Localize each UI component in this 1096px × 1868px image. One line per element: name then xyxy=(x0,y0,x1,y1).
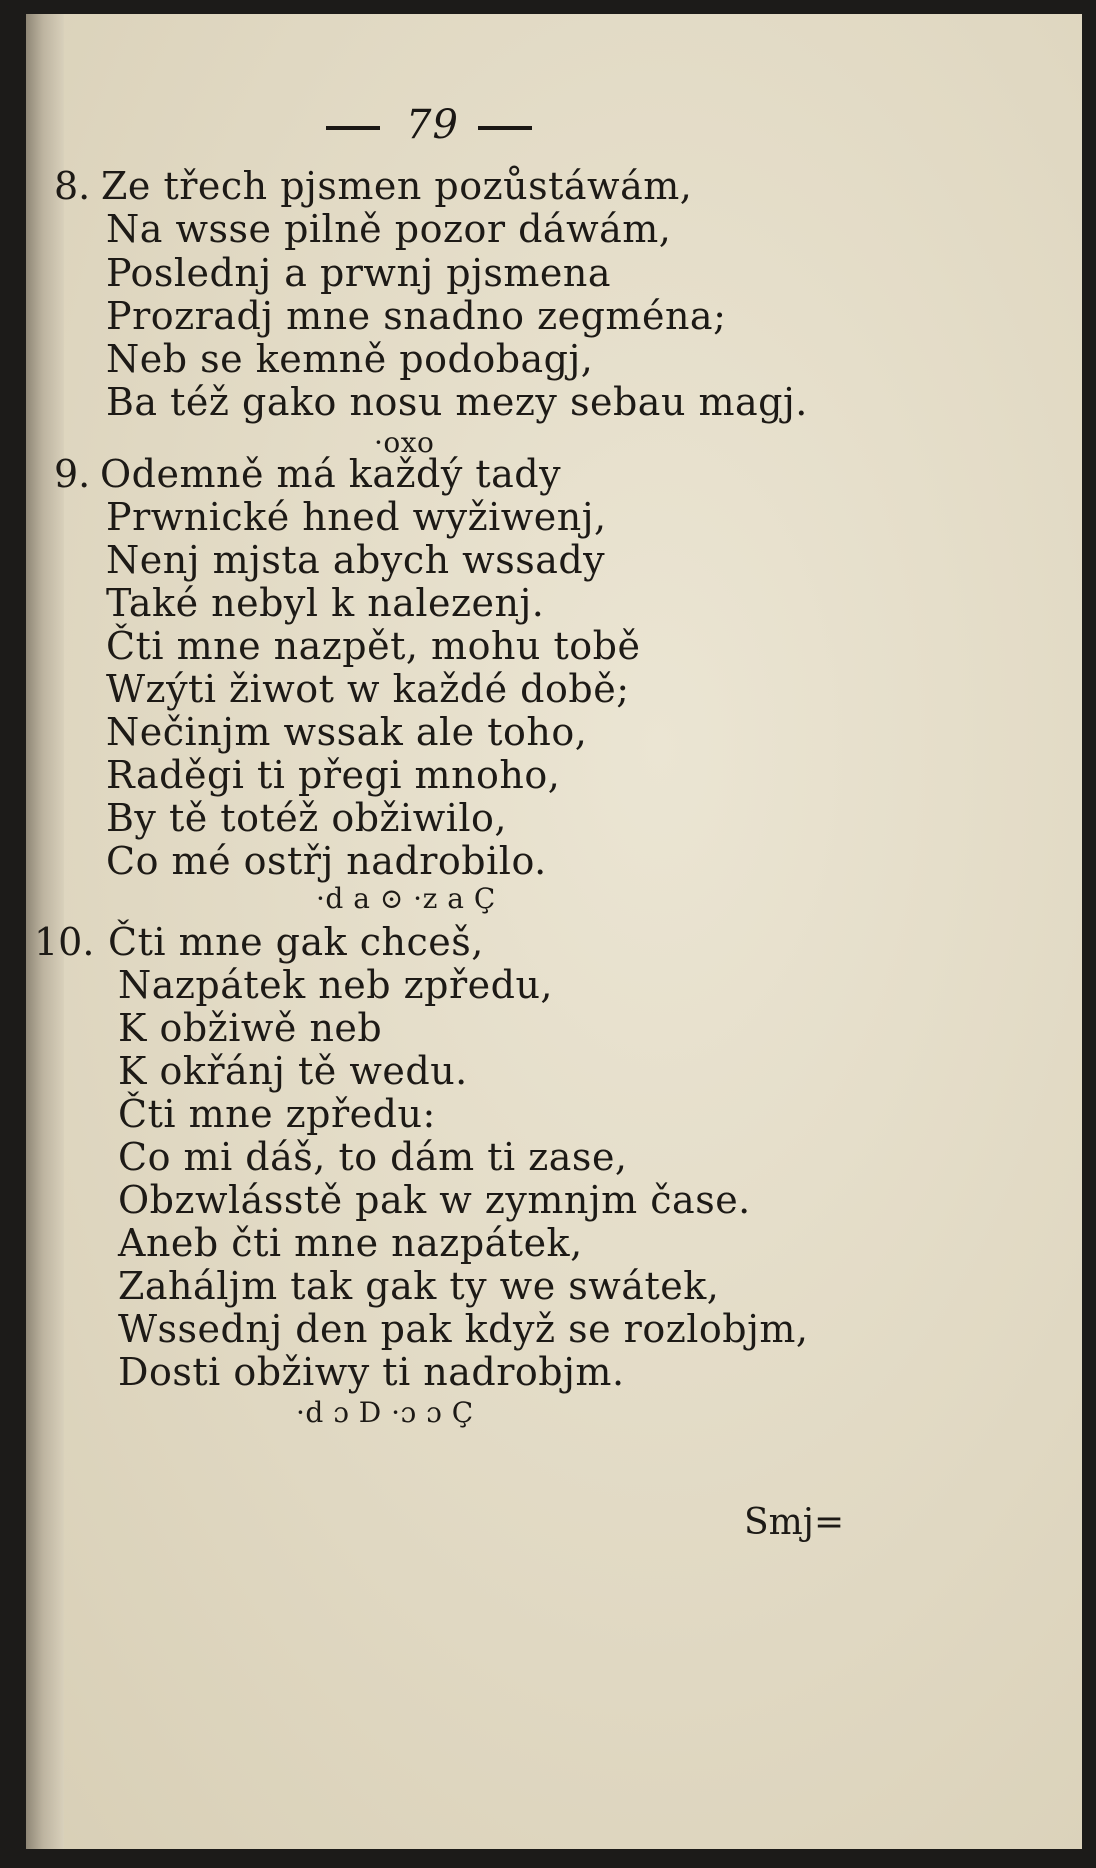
verse-line: By tě totéž obžiwilo, xyxy=(106,796,507,840)
verse-line: Dosti obžiwy ti nadrobjm. xyxy=(118,1350,625,1394)
verse-line: Nazpátek neb zpředu, xyxy=(118,963,554,1007)
stanza-number: 10. xyxy=(34,920,95,964)
verse-line: Aneb čti mne nazpátek, xyxy=(118,1221,583,1265)
verse-line: Prozradj mne snadno zegména; xyxy=(106,294,727,338)
verse-line: Čti mne nazpět, mohu tobě xyxy=(106,624,641,668)
verse-line: K obžiwě neb xyxy=(118,1006,383,1050)
verse-line: Poslednj a prwnj pjsmena xyxy=(106,251,612,295)
stanza-number: 9. xyxy=(54,452,91,496)
page-number: 79 xyxy=(406,102,459,148)
page-number-dash-left xyxy=(326,126,380,130)
book-page xyxy=(26,14,1082,1849)
verse-line: Také nebyl k nalezenj. xyxy=(106,581,545,625)
verse-line: Na wsse pilně pozor dáwám, xyxy=(106,207,672,251)
verse-line: Wzýti žiwot w každé době; xyxy=(106,667,630,711)
verse-line: Nenj mjsta abych wssady xyxy=(106,538,606,582)
verse-line: Co mé ostřj nadrobilo. xyxy=(106,839,547,883)
riddle-answer: ·d a ⊙ ·z a Ç xyxy=(316,882,496,915)
riddle-answer: ·oxo xyxy=(374,426,435,459)
verse-line: Nečinjm wssak ale toho, xyxy=(106,710,588,754)
verse-line: Ba též gako nosu mezy sebau magj. xyxy=(106,380,808,424)
verse-line: K okřánj tě wedu. xyxy=(118,1049,468,1093)
verse-line: Ze třech pjsmen pozůstáwám, xyxy=(101,164,693,208)
riddle-answer: ·d ɔ D ·ɔ ɔ Ç xyxy=(296,1396,474,1429)
catchword: Smj= xyxy=(744,1502,845,1543)
verse-line: Raděgi ti přegi mnoho, xyxy=(106,753,561,797)
verse-line: Neb se kemně podobagj, xyxy=(106,337,594,381)
stanza-number: 8. xyxy=(54,164,91,208)
verse-line: Prwnické hned wyžiwenj, xyxy=(106,495,607,539)
verse-line: Obzwlásstě pak w zymnjm čase. xyxy=(118,1178,751,1222)
verse-line: Čti mne zpředu: xyxy=(118,1092,436,1136)
verse-line: Odemně má každý tady xyxy=(100,452,562,496)
verse-line: Wssednj den pak když se rozlobjm, xyxy=(118,1307,809,1351)
verse-line: Čti mne gak chceš, xyxy=(108,920,484,964)
verse-line: Zahálјm tak gak ty we swátek, xyxy=(118,1264,720,1308)
verse-line: Co mi dáš, to dám ti zase, xyxy=(118,1135,628,1179)
page-number-dash-right xyxy=(478,126,532,130)
